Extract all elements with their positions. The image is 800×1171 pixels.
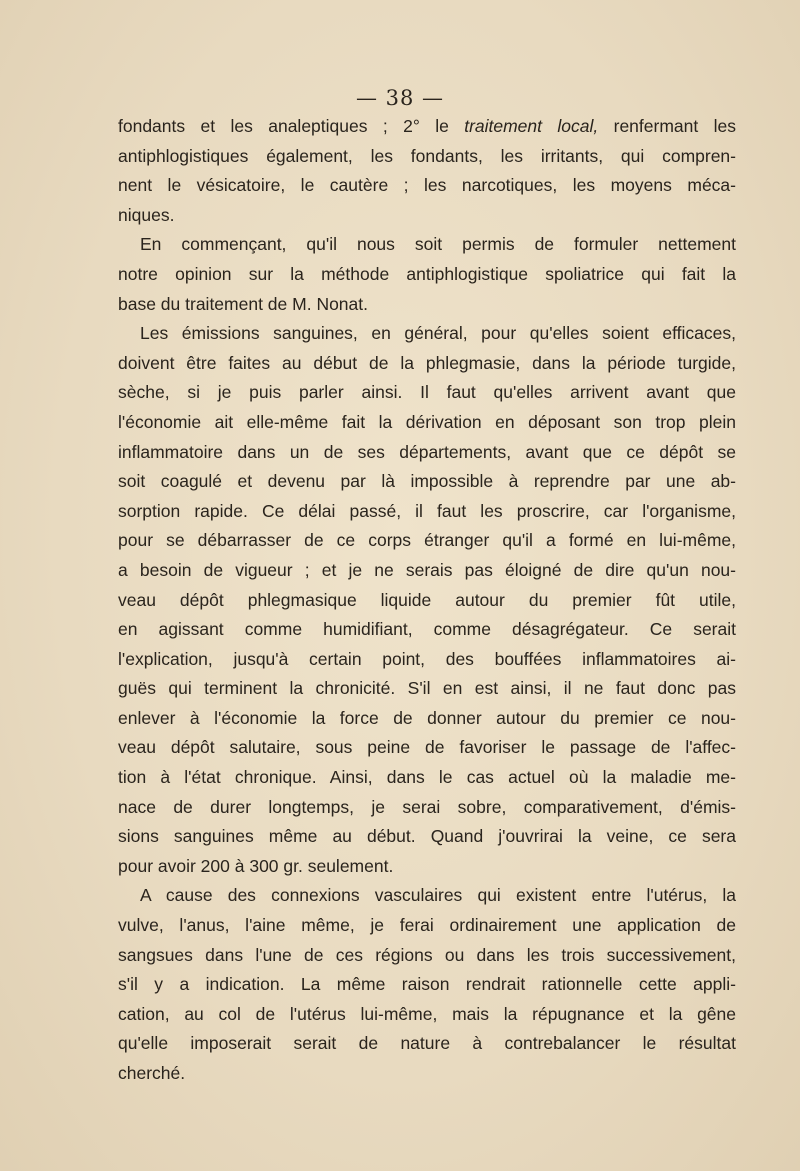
- text-line: sèche, si je puis parler ainsi. Il faut qu'elles arrivent avant que: [118, 382, 736, 403]
- body-text: [118, 112, 736, 1089]
- text-line: tion à l'état chronique. Ainsi, dans le cas actuel où la maladie me-: [118, 767, 736, 788]
- text-line: nace de durer longtemps, je serai sobre, comparativement, d'émis-: [118, 796, 736, 817]
- text-line: guës qui terminent la chronicité. S'il en est ainsi, il ne faut donc pas: [118, 678, 736, 699]
- text-line: s'il y a indication. La même raison rendrait rationnelle cette appli-: [118, 974, 736, 995]
- text-line: enlever à l'économie la force de donner autour du premier ce nou-: [118, 707, 736, 728]
- text-line: inflammatoire dans un de ses départements, avant que ce dépôt se: [118, 441, 736, 462]
- text-line: l'économie ait elle-même fait la dérivation en déposant son trop plein: [118, 411, 736, 432]
- text-line: nent le vésicatoire, le cautère ; les narcotiques, les moyens méca-: [118, 175, 736, 196]
- page-number: — 38 —: [355, 86, 445, 110]
- text-line: a besoin de vigueur ; et je ne serais pas éloigné de dire qu'un nou-: [118, 559, 736, 580]
- text-line: soit coagulé et devenu par là impossible à reprendre par une ab-: [118, 471, 736, 492]
- text-line-start: fondants et les analeptiques ; 2° le: [118, 116, 465, 136]
- text-line: veau dépôt salutaire, sous peine de favoriser le passage de l'affec-: [118, 737, 736, 758]
- text-line: notre opinion sur la méthode antiphlogistique spoliatrice qui fait la: [118, 263, 736, 284]
- text-line: base du traitement de M. Nonat.: [118, 293, 368, 314]
- text-line-end: renfermant les: [598, 116, 736, 136]
- text-line: sions sanguines même au début. Quand j'ouvrirai la veine, ce sera: [118, 826, 736, 847]
- text-line: vulve, l'anus, l'aine même, je ferai ordinairement une application de: [118, 915, 736, 936]
- paragraph-first-line: Les émissions sanguines, en général, pour qu'elles soient efficaces,: [140, 323, 736, 344]
- text-line: pour se débarrasser de ce corps étranger qu'il a formé en lui-même,: [118, 530, 736, 551]
- text-line: niques.: [118, 204, 175, 225]
- text-line: veau dépôt phlegmasique liquide autour du premier fût utile,: [118, 589, 736, 610]
- text-line: doivent être faites au début de la phlegmasie, dans la période turgide,: [118, 352, 736, 373]
- text-line: en agissant comme humidifiant, comme désagrégateur. Ce serait: [118, 619, 736, 640]
- text-line: pour avoir 200 à 300 gr. seulement.: [118, 855, 394, 876]
- text-line: antiphlogistiques également, les fondants, les irritants, qui compren-: [118, 145, 736, 166]
- text-line: l'explication, jusqu'à certain point, des bouffées inflammatoires ai-: [118, 648, 736, 669]
- paragraph-first-line: En commençant, qu'il nous soit permis de formuler nettement: [140, 234, 736, 255]
- text-line: sangsues dans l'une de ces régions ou dans les trois successivement,: [118, 944, 736, 965]
- text-line: qu'elle imposerait serait de nature à contrebalancer le résultat: [118, 1033, 736, 1054]
- text-line: sorption rapide. Ce délai passé, il faut les proscrire, car l'organisme,: [118, 500, 736, 521]
- text-line: [118, 112, 736, 142]
- text-line: cation, au col de l'utérus lui-même, mais la répugnance et la gêne: [118, 1003, 736, 1024]
- text-line: cherché.: [118, 1063, 186, 1083]
- italic-phrase: traitement local,: [464, 116, 599, 136]
- paragraph-first-line: A cause des connexions vasculaires qui existent entre l'utérus, la: [140, 885, 736, 906]
